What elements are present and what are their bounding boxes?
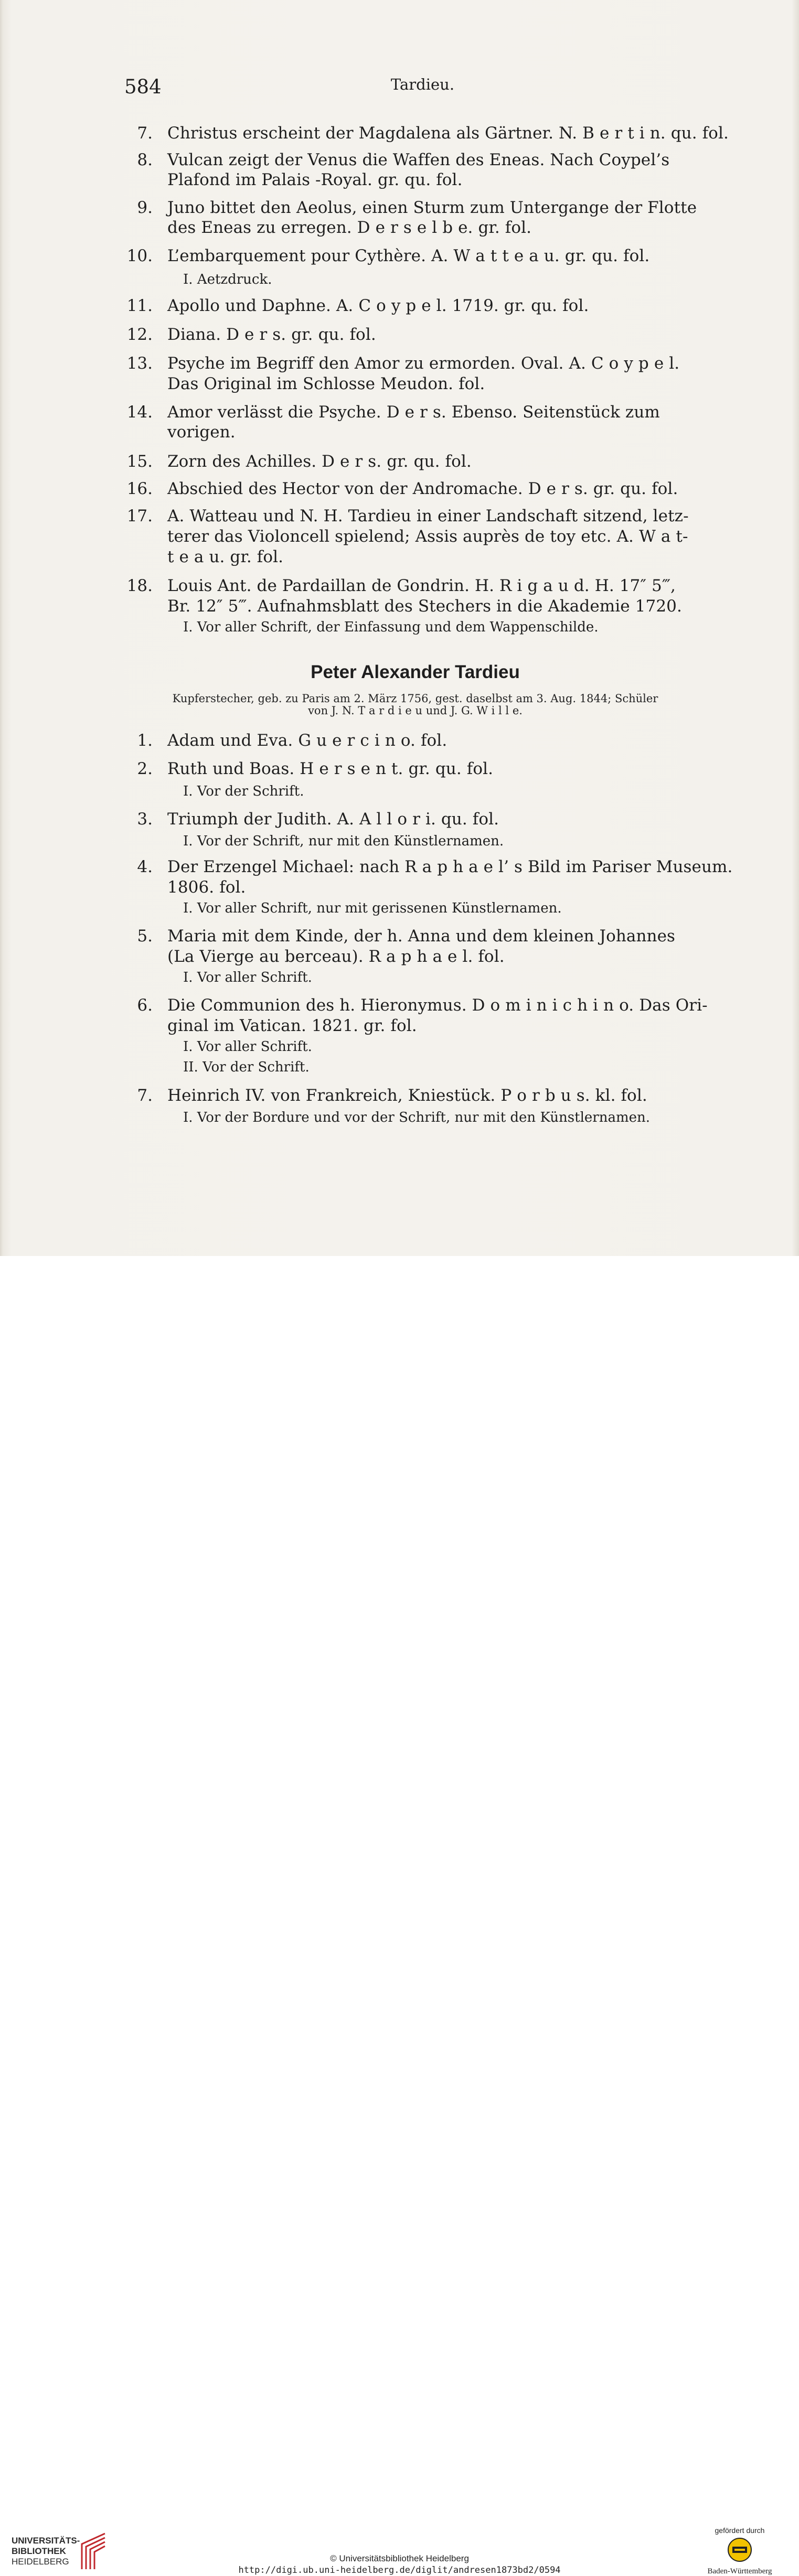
entry-text-line: ginal im Vatican. 1821. gr. fol.: [167, 1016, 417, 1035]
scanned-page: [0, 0, 799, 1256]
page-number: 584: [124, 76, 162, 98]
entry-text-line: A. Watteau und N. H. Tardieu in einer Landschaft sitzend, letz-: [167, 507, 689, 525]
artist-bio-line-2: von J. N. T a r d i e u und J. G. W i l l e.: [308, 704, 523, 717]
library-logo-text[interactable]: UNIVERSITÄTS- BIBLIOTHEK HEIDELBERG: [12, 2536, 80, 2567]
entry-number: 17.: [126, 507, 153, 525]
entry-number: 18.: [126, 576, 153, 595]
entry-text-line: Psyche im Begriff den Amor zu ermorden. Oval. A. C o y p e l.: [167, 354, 680, 373]
entry-number: 10.: [126, 246, 153, 265]
entry-text-line: Christus erscheint der Magdalena als Gärtner. N. B e r t i n. qu. fol.: [167, 124, 729, 143]
sponsor-name: Baden-Württemberg: [707, 2567, 772, 2575]
entry-text-line: Br. 12″ 5‴. Aufnahmsblatt des Stechers in die Akademie 1720.: [167, 597, 682, 616]
entry-text-line: (La Vierge au berceau). R a p h a e l. fol.: [167, 947, 505, 966]
entry-text-line: Plafond im Palais -Royal. gr. qu. fol.: [167, 170, 463, 189]
entry-text-line: Zorn des Achilles. D e r s. gr. qu. fol.: [167, 452, 472, 471]
entry-number: 9.: [137, 198, 153, 217]
coat-of-arms-icon: [727, 2537, 752, 2562]
entry-number: 8.: [137, 151, 153, 169]
entry-text-line: Heinrich IV. von Frankreich, Kniestück. P o r b u s. kl. fol.: [167, 1086, 647, 1105]
entry-number: 3.: [137, 810, 153, 829]
permalink-url[interactable]: http://digi.ub.uni-heidelberg.de/diglit/andresen1873bd2/0594: [238, 2565, 561, 2575]
entry-text-line: Ruth und Boas. H e r s e n t. gr. qu. fol.: [167, 759, 494, 778]
entry-number: 5.: [137, 927, 153, 946]
library-logo-icon: [78, 2528, 109, 2570]
entry-number: 14.: [126, 403, 153, 422]
section-heading: Peter Alexander Tardieu: [311, 662, 520, 682]
entry-text-line: Triumph der Judith. A. A l l o r i. qu. fol.: [167, 810, 499, 829]
entry-text-line: Abschied des Hector von der Andromache. D e r s. gr. qu. fol.: [167, 479, 678, 498]
entry-number: 2.: [137, 759, 153, 778]
entry-text-line: terer das Violoncell spielend; Assis auprès de toy etc. A. W a t-: [167, 527, 688, 546]
entry-text-line: Das Original im Schlosse Meudon. fol.: [167, 374, 485, 393]
entry-number: 7.: [137, 124, 153, 143]
footer: [0, 1256, 799, 2575]
sponsor-label: gefördert durch: [715, 2526, 765, 2535]
entry-state-note: I. Vor aller Schrift.: [183, 1039, 312, 1055]
entry-number: 12.: [126, 325, 153, 344]
entry-number: 6.: [137, 996, 153, 1015]
entry-text-line: Juno bittet den Aeolus, einen Sturm zum Untergange der Flotte: [167, 198, 697, 217]
entry-state-note: I. Vor der Bordure und vor der Schrift, nur mit den Künstlernamen.: [183, 1110, 651, 1125]
entry-state-note: I. Vor der Schrift.: [183, 783, 304, 799]
entry-number: 1.: [137, 731, 153, 750]
entry-number: 4.: [137, 857, 153, 876]
entry-text-line: 1806. fol.: [167, 878, 246, 897]
entry-number: 13.: [126, 354, 153, 373]
entry-text-line: Amor verlässt die Psyche. D e r s. Ebenso. Seitenstück zum: [167, 403, 660, 422]
entry-text-line: vorigen.: [167, 423, 236, 442]
entry-state-note: I. Vor der Schrift, nur mit den Künstlernamen.: [183, 833, 504, 849]
entry-text-line: Der Erzengel Michael: nach R a p h a e l’ s Bild im Pariser Museum.: [167, 857, 733, 876]
entry-number: 16.: [126, 479, 153, 498]
entry-text-line: Adam und Eva. G u e r c i n o. fol.: [167, 731, 448, 750]
entry-text-line: Diana. D e r s. gr. qu. fol.: [167, 325, 376, 344]
entry-number: 11.: [126, 296, 153, 315]
entry-text-line: Louis Ant. de Pardaillan de Gondrin. H. R i g a u d. H. 17″ 5‴,: [167, 576, 676, 595]
entry-text-line: des Eneas zu erregen. D e r s e l b e. gr. fol.: [167, 218, 532, 237]
entry-state-note: I. Vor aller Schrift, nur mit gerissenen Künstlernamen.: [183, 900, 562, 916]
entry-text-line: L’embarquement pour Cythère. A. W a t t e a u. gr. qu. fol.: [167, 246, 650, 265]
artist-bio-line-1: Kupferstecher, geb. zu Paris am 2. März 1756, gest. daselbst am 3. Aug. 1844; Schüler: [172, 692, 658, 705]
entry-number: 7.: [137, 1086, 153, 1105]
entry-text-line: Maria mit dem Kinde, der h. Anna und dem kleinen Johannes: [167, 927, 676, 946]
copyright-notice: © Universitätsbibliothek Heidelberg: [330, 2553, 469, 2563]
entry-number: 15.: [126, 452, 153, 471]
running-head: Tardieu.: [390, 76, 455, 93]
entry-text-line: t e a u. gr. fol.: [167, 548, 284, 566]
entry-text-line: Apollo und Daphne. A. C o y p e l. 1719. gr. qu. fol.: [167, 296, 589, 315]
entry-text-line: Vulcan zeigt der Venus die Waffen des Eneas. Nach Coypel’s: [167, 151, 670, 169]
entry-text-line: Die Communion des h. Hieronymus. D o m i n i c h i n o. Das Ori-: [167, 996, 708, 1015]
entry-state-note: I. Aetzdruck.: [183, 272, 272, 287]
entry-state-note: I. Vor aller Schrift.: [183, 970, 312, 985]
entry-state-note: I. Vor aller Schrift, der Einfassung und dem Wappenschilde.: [183, 619, 599, 635]
entry-state-note: II. Vor der Schrift.: [183, 1059, 310, 1075]
